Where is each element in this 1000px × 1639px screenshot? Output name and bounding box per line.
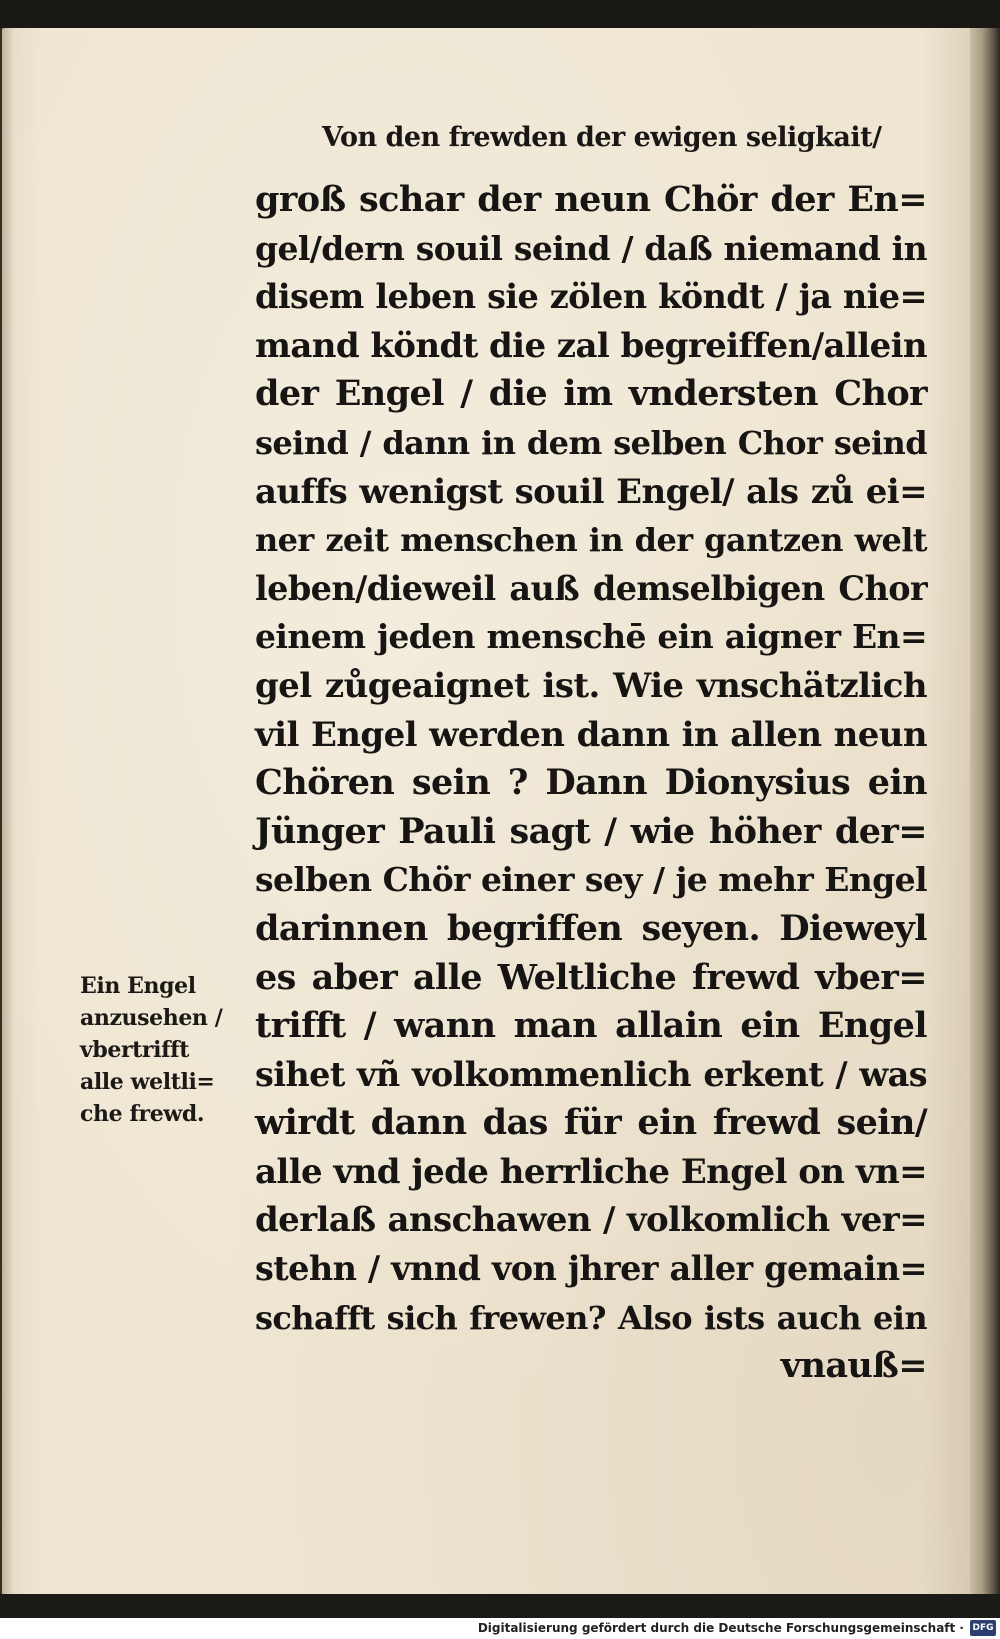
body-line: seind / dann in dem selben Chor seind bbox=[255, 423, 927, 462]
body-line: einem jeden menschē ein aigner En= bbox=[255, 617, 927, 657]
page-edge-right bbox=[970, 28, 1000, 1594]
body-line: darinnen begriffen seyen. Dieweyl bbox=[255, 907, 927, 949]
catchword: vnauß= bbox=[780, 1345, 927, 1387]
body-line: Chören sein ? Dann Dionysius ein bbox=[255, 762, 927, 804]
body-line: es aber alle Weltliche frewd vber= bbox=[255, 956, 927, 998]
scan-bottom-edge bbox=[0, 1594, 1000, 1618]
body-line: stehn / vnnd von jhrer aller gemain= bbox=[255, 1249, 927, 1289]
body-line: alle vnd jede herrliche Engel on vn= bbox=[255, 1151, 927, 1192]
body-line: disem leben sie zölen köndt / ja nie= bbox=[255, 277, 927, 317]
body-line: groß schar der neun Chör der En= bbox=[255, 179, 927, 220]
body-line: schafft sich frewen? Also ists auch ein bbox=[255, 1298, 927, 1337]
marginal-note-line: che frewd. bbox=[80, 1101, 205, 1127]
marginal-note-line: alle weltli= bbox=[80, 1069, 215, 1095]
body-line: gel zůgeaignet ist. Wie vnschätzlich bbox=[255, 665, 927, 706]
body-line: wirdt dann das für ein frewd sein/ bbox=[255, 1102, 927, 1144]
dfg-logo-icon: DFG bbox=[970, 1620, 996, 1636]
running-head: Von den frewden der ewigen seligkait/ bbox=[322, 122, 882, 153]
body-line: leben/dieweil auß demselbigen Chor bbox=[255, 568, 927, 608]
scan-top-edge bbox=[0, 0, 1000, 30]
body-line: selben Chör einer sey / je mehr Engel bbox=[255, 860, 927, 900]
body-line: trifft / wann man allain ein Engel bbox=[255, 1005, 927, 1047]
body-text bbox=[255, 176, 927, 1391]
body-line: mand köndt die zal begreiffen/allein bbox=[255, 325, 928, 366]
marginal-note bbox=[80, 970, 250, 1130]
marginal-note-line: Ein Engel bbox=[80, 973, 196, 999]
body-line: sihet vñ volkommenlich erkent / was bbox=[255, 1054, 927, 1094]
funding-notice: Digitalisierung gefördert durch die Deutsche Forschungsgemeinschaft · bbox=[477, 1621, 964, 1635]
marginal-note-line: vbertrifft bbox=[80, 1037, 189, 1063]
marginal-note-line: anzusehen / bbox=[80, 1005, 223, 1031]
body-line: der Engel / die im vndersten Chor bbox=[255, 373, 927, 415]
body-line: ner zeit menschen in der gantzen welt bbox=[255, 521, 927, 560]
body-line: vil Engel werden dann in allen neun bbox=[255, 714, 927, 755]
body-line: auffs wenigst souil Engel/ als zů ei= bbox=[255, 471, 927, 512]
page-gutter-shadow bbox=[0, 28, 14, 1594]
body-line: Jünger Pauli sagt / wie höher der= bbox=[255, 810, 927, 852]
body-line: derlaß anschawen / volkomlich ver= bbox=[255, 1200, 927, 1241]
body-line: gel/dern souil seind / daß niemand in bbox=[255, 228, 927, 268]
